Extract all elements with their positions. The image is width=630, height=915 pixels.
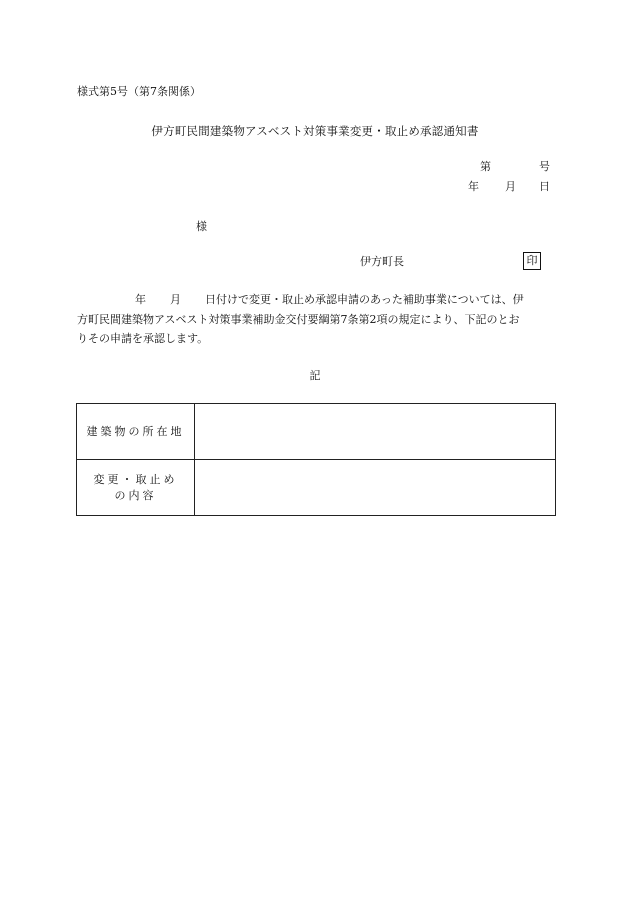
addressee-honorific: 様: [196, 220, 207, 233]
row-label-location: [77, 404, 195, 460]
body-year-label: 年: [135, 293, 146, 306]
body-line-1: [77, 290, 556, 310]
doc-number-suffix: 号: [539, 160, 550, 173]
detail-table: [76, 403, 556, 516]
row-label-text: 建築物の所在地: [86, 424, 185, 438]
body-line-3: りその申請を承認します。: [77, 332, 209, 345]
row-value-change-content[interactable]: [195, 460, 556, 516]
date-month-label: 月: [505, 180, 516, 193]
date-day-label: 日: [539, 180, 550, 193]
date-year-label: 年: [468, 180, 479, 193]
row-label-change-content: [77, 460, 195, 516]
body-paragraph: [77, 290, 556, 349]
body-line-2: 方町民間建築物アスベスト対策事業補助金交付要綱第7条第2項の規定により、下記のとお: [77, 312, 520, 326]
body-month-label: 月: [170, 293, 181, 306]
document-title: 伊方町民間建築物アスベスト対策事業変更・取止め承認通知書: [151, 124, 479, 138]
row-label-text-line1: 変更・取止め: [93, 472, 178, 486]
form-number: 様式第5号（第7条関係）: [77, 85, 201, 98]
row-label-text-line2: の内容: [114, 488, 157, 502]
ki-heading: 記: [309, 369, 321, 382]
table-row: [77, 404, 556, 460]
table-row: [77, 460, 556, 516]
row-value-location[interactable]: [195, 404, 556, 460]
body-line-1-text: 日付けで変更・取止め承認申請のあった補助事業については、伊: [205, 293, 524, 306]
issuer-name: 伊方町長: [360, 255, 404, 268]
seal-mark: 印: [523, 252, 541, 270]
doc-number-prefix: 第: [480, 160, 491, 173]
